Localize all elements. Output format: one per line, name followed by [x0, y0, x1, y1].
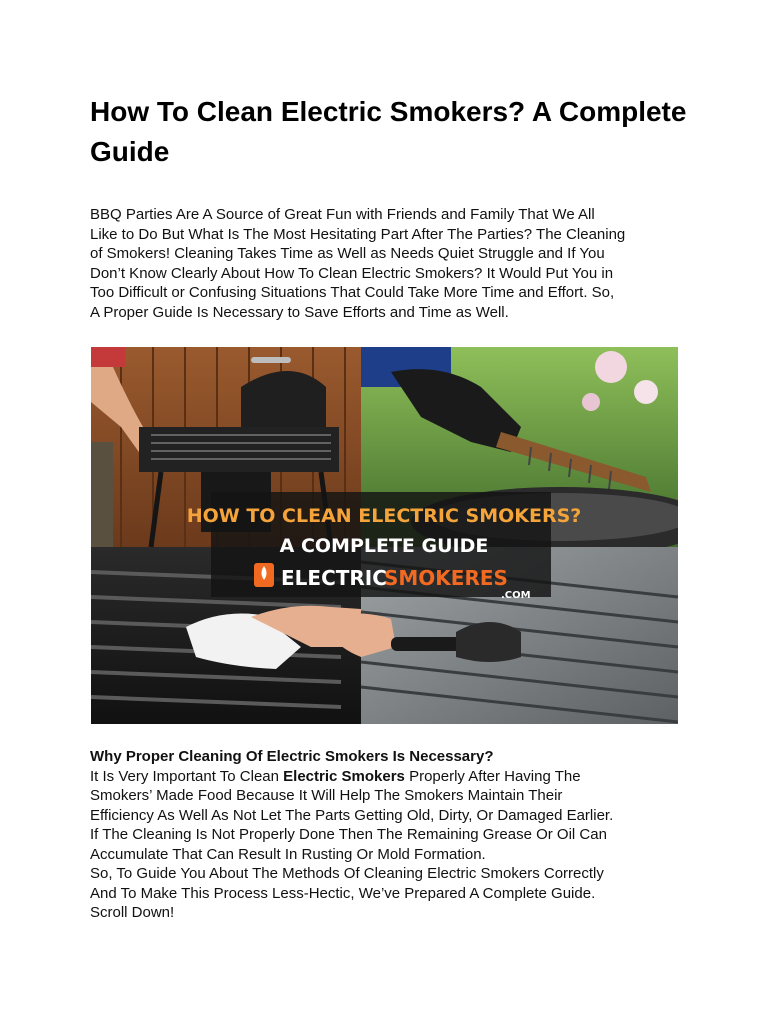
emphasis-electric-smokers: Electric Smokers: [283, 767, 405, 785]
section-text: Properly After Having The: [404, 767, 581, 785]
hero-headline-line2: A COMPLETE GUIDE: [279, 535, 489, 557]
intro-line: BBQ Parties Are A Source of Great Fun with Friends and Family That We All: [90, 206, 595, 223]
hero-headline-line1: HOW TO CLEAN ELECTRIC SMOKERS?: [186, 505, 582, 527]
hero-image: [91, 347, 678, 724]
smoker-flame-icon: [254, 563, 274, 587]
intro-line: Too Difficult or Confusing Situations That Could Take More Time and Effort. So,: [90, 284, 615, 302]
section-line: If The Cleaning Is Not Properly Done Then The Remaining Grease Or Oil Can: [90, 826, 607, 843]
hero-banner: [187, 492, 582, 601]
intro-line: of Smokers! Cleaning Takes Time as Well as Needs Quiet Struggle and If You: [90, 245, 605, 263]
intro-line: Don’t Know Clearly About How To Clean Electric Smokers? It Would Put You in: [90, 264, 614, 282]
logo-word-electric: ELECTRIC: [281, 566, 387, 590]
intro-line: Like to Do But What Is The Most Hesitating Part After The Parties? The Cleaning: [90, 225, 626, 243]
section-line: Accumulate That Can Result In Rusting Or Mold Formation.: [90, 845, 486, 863]
section-heading: Why Proper Cleaning Of Electric Smokers Is Necessary?: [90, 748, 494, 765]
logo-word-smokeres: SMOKERES: [384, 566, 508, 590]
section-line: Efficiency As Well As Not Let The Parts Getting Old, Dirty, Or Damaged Earlier.: [90, 806, 614, 824]
intro-paragraph: [90, 205, 690, 323]
section-why-cleaning: [90, 747, 690, 923]
section-text: It Is Very Important To Clean: [90, 767, 284, 785]
section-line: So, To Guide You About The Methods Of Cleaning Electric Smokers Correctly: [90, 865, 604, 882]
page-title: How To Clean Electric Smokers? A Complete Guide: [90, 96, 687, 167]
intro-line: A Proper Guide Is Necessary to Save Efforts and Time as Well.: [90, 303, 509, 321]
section-line: And To Make This Process Less-Hectic, We’ve Prepared A Complete Guide.: [90, 884, 596, 902]
section-line: [90, 767, 690, 787]
section-line: Smokers’ Made Food Because It Will Help The Smokers Maintain Their: [90, 787, 563, 804]
logo-domain: .COM: [501, 590, 531, 601]
hero-collage: [91, 347, 678, 724]
section-line: Scroll Down!: [90, 904, 175, 921]
